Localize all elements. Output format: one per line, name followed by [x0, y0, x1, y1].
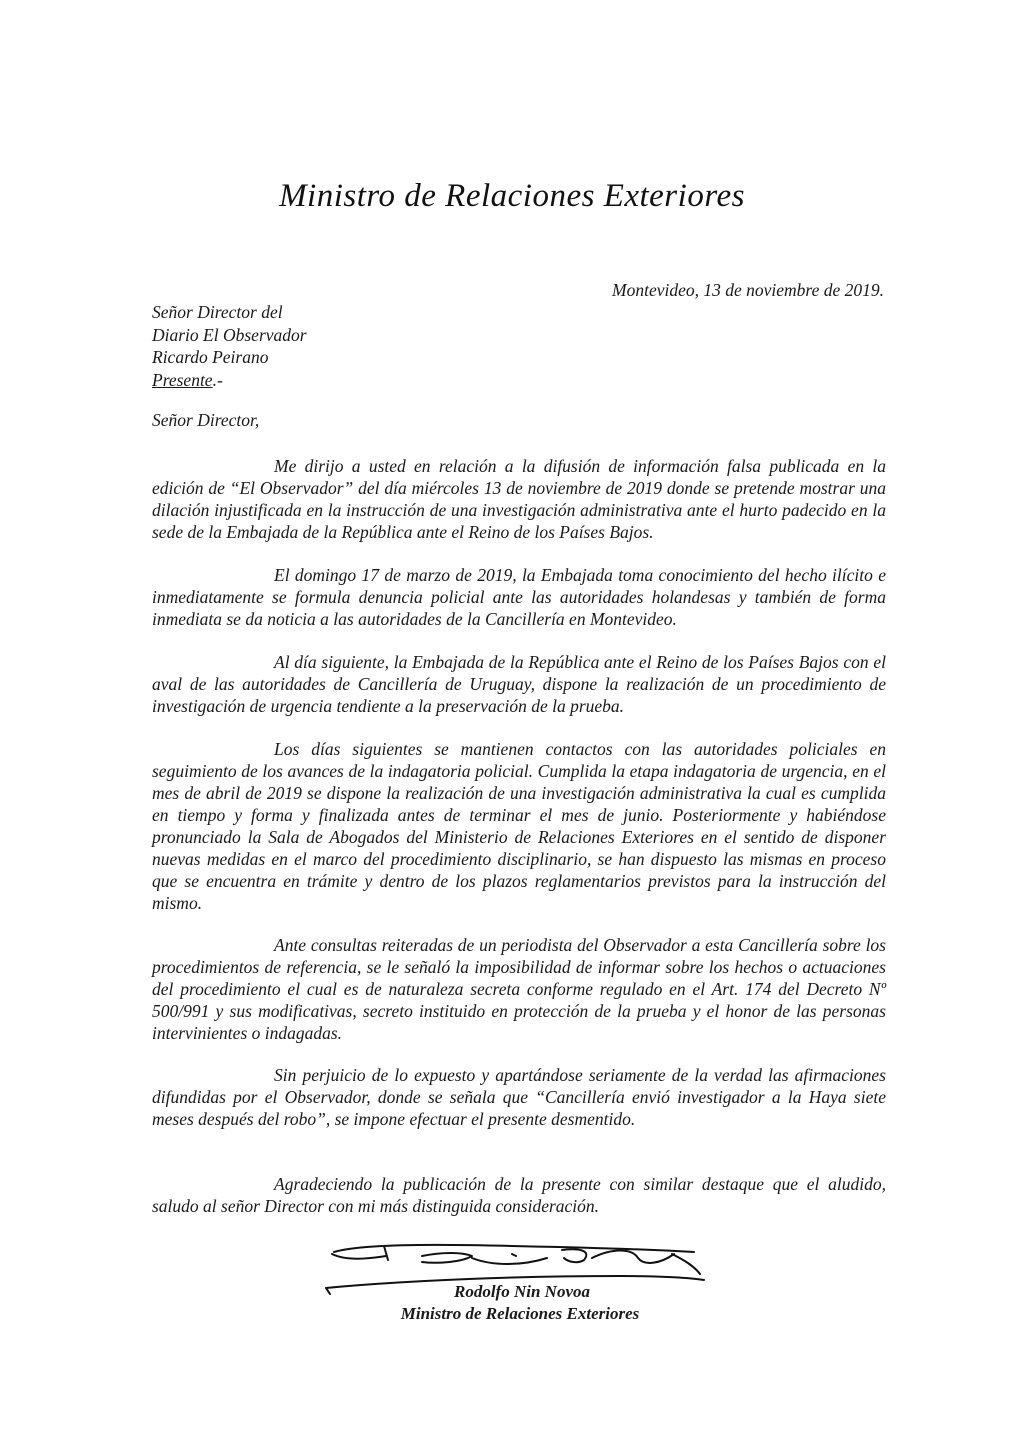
- letterhead-title: Ministro de Relaciones Exteriores: [279, 178, 745, 214]
- recipient-line-1: Señor Director del: [152, 302, 283, 322]
- presente-text: Presente: [152, 369, 213, 390]
- presente-suffix: .-: [212, 369, 223, 390]
- letter-date: Montevideo, 13 de noviembre de 2019.: [612, 280, 884, 300]
- salutation: Señor Director,: [152, 410, 260, 430]
- recipient-line-3: Ricardo Peirano: [152, 347, 269, 367]
- recipient-line-2: Diario El Observador: [152, 324, 307, 345]
- signatory-title: Ministro de Relaciones Exteriores: [400, 1304, 640, 1323]
- body-paragraph-6: Sin perjuicio de lo expuesto y apartándose seriamente de la verdad las afirmaciones difundidas por el Observador, donde se señala que “Cancillería envió investigador a la Haya siete meses después del robo”, se impone efectuar el presente desmentido.: [152, 1065, 886, 1129]
- recipient-block: [152, 301, 307, 391]
- body-paragraph-1: Me dirijo a usted en relación a la difusión de información falsa publicada en la edición de “El Observador” del día miércoles 13 de noviembre de 2019 donde se pretende mostrar una dilación injustificada en la instrucción de una investigación administrativa ante el hurto padecido en la sede de la Embajada de la República ante el Reino de los Países Bajos.: [152, 456, 886, 542]
- recipient-line-4: [152, 369, 307, 392]
- body-paragraph-4: Los días siguientes se mantienen contactos con las autoridades policiales en seguimiento de los avances de la indagatoria policial. Cumplida la etapa indagatoria de urgencia, en el mes de abril de 2019 se dispone la realización de una investigación administrativa la cual es cumplida en tiempo y forma y finalizada antes de terminar el mes de junio. Posteriormente y habiéndose pronunciado la Sala de Abogados del Ministerio de Relaciones Exteriores en el sentido de disponer nuevas medidas en el marco del procedimiento disciplinario, se han dispuesto las mismas en proceso que se encuentra en trámite y dentro de los plazos reglamentarios previstos para la instrucción del mismo.: [152, 739, 886, 913]
- signatory-name: Rodolfo Nin Novoa: [454, 1282, 590, 1301]
- body-paragraph-2: El domingo 17 de marzo de 2019, la Embajada toma conocimiento del hecho ilícito e inmediatamente se formula denuncia policial ante las autoridades holandesas y también de forma inmediata se da noticia a las autoridades de la Cancillería en Montevideo.: [152, 565, 886, 629]
- body-paragraph-3: Al día siguiente, la Embajada de la República ante el Reino de los Países Bajos con el aval de las autoridades de Cancillería de Uruguay, dispone la realización de un procedimiento de investigación de urgencia tendiente a la preservación de la prueba.: [152, 652, 886, 716]
- body-paragraph-7: Agradeciendo la publicación de la presente con similar destaque que el aludido, saludo al señor Director con mi más distinguida consideración.: [152, 1174, 886, 1216]
- body-paragraph-5: Ante consultas reiteradas de un periodista del Observador a esta Cancillería sobre los procedimientos de referencia, se le señaló la imposibilidad de informar sobre los hechos o actuaciones del procedimiento el cual es de naturaleza secreta conforme regulado en el Art. 174 del Decreto Nº 500/991 y sus modificativas, secreto instituido en protección de la prueba y el honor de las personas intervinientes o indagadas.: [152, 935, 886, 1043]
